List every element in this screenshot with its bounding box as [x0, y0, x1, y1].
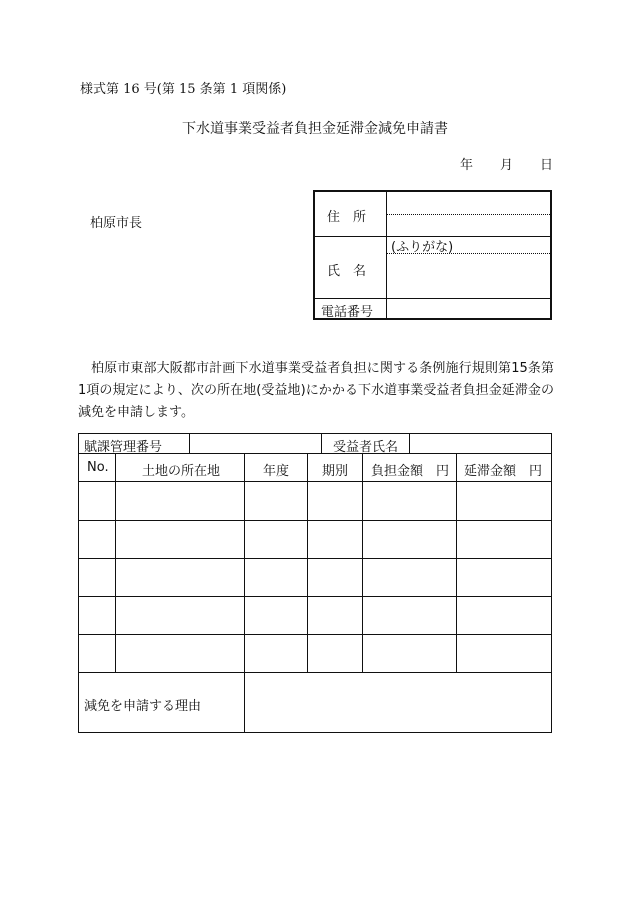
table-row[interactable] [79, 482, 551, 520]
billing-number-label: 賦課管理番号 [84, 440, 163, 455]
furigana-label: (ふりがな) [391, 240, 454, 255]
address-field[interactable] [387, 192, 550, 214]
date-month-label: 月 [500, 158, 514, 173]
billing-number-field[interactable] [190, 434, 321, 453]
beneficiary-name-field[interactable] [410, 434, 551, 453]
column-header-location: 土地の所在地 [142, 464, 221, 479]
column-header-period: 期別 [322, 464, 349, 479]
document-title: 下水道事業受益者負担金延滞金減免申請書 [182, 121, 448, 137]
column-header-no: No. [87, 460, 109, 475]
phone-field[interactable] [387, 299, 550, 318]
form-number: 様式第 16 号(第 15 条第 1 項関係) [80, 82, 287, 97]
column-header-fiscal-year: 年度 [263, 464, 290, 479]
phone-label: 電話番号 [321, 305, 374, 320]
column-header-charge-amount: 負担金額 円 [371, 464, 450, 479]
table-row[interactable] [79, 521, 551, 558]
table-row[interactable] [79, 559, 551, 596]
table-row[interactable] [79, 597, 551, 634]
addressee: 柏原市長 [90, 216, 143, 231]
column-header-late-fee-amount: 延滞金額 円 [464, 464, 543, 479]
date-day-label: 日 [540, 158, 554, 173]
applicant-box [313, 190, 552, 320]
name-label: 氏 名 [327, 264, 367, 279]
application-statement: 柏原市東部大阪都市計画下水道事業受益者負担に関する条例施行規則第15条第1項の規定により、次の所在地(受益地)にかかる下水道事業受益者負担金延滞金の減免を申請します。 [78, 361, 554, 420]
reason-label: 減免を申請する理由 [84, 699, 202, 714]
reason-field[interactable] [245, 673, 551, 732]
address-writing-line [387, 214, 550, 215]
application-table [78, 433, 552, 733]
date-year-label: 年 [460, 158, 474, 173]
name-field[interactable] [387, 254, 550, 298]
table-row[interactable] [79, 635, 551, 672]
address-label: 住 所 [327, 210, 367, 225]
beneficiary-name-label: 受益者氏名 [333, 440, 399, 455]
